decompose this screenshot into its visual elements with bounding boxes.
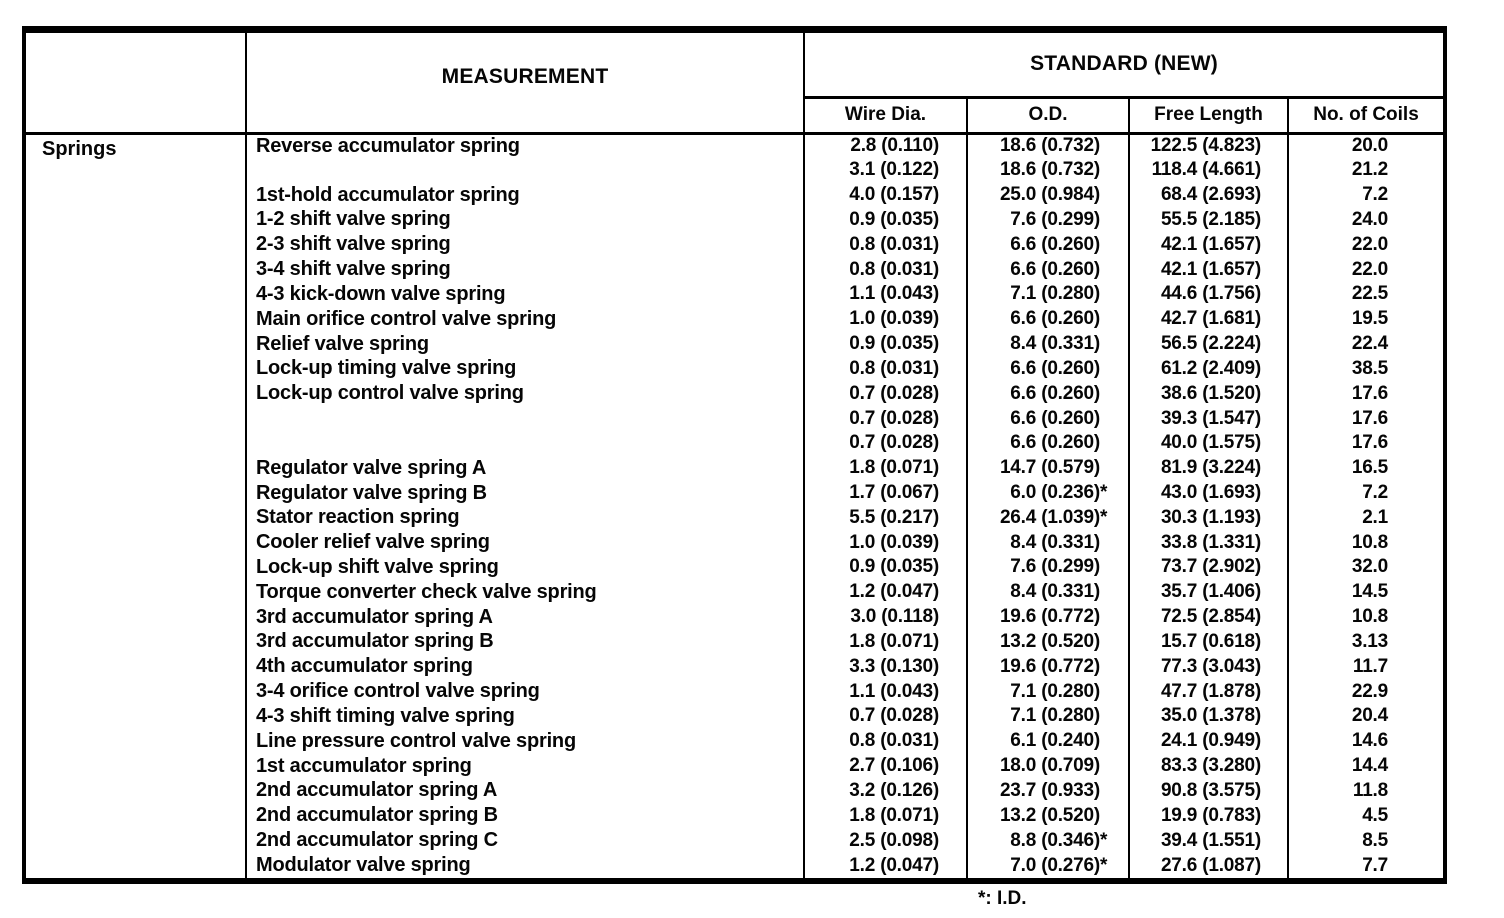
od-cell [967,232,1129,257]
wire-dia-cell: 0.9 (0.035) [804,332,967,357]
od-value: 8.4 (0.331) [1010,531,1100,553]
od-value: 13.2 (0.520) [999,804,1100,826]
free-length-cell: 39.3 (1.547) [1129,406,1288,431]
footnote-id-note: *: I.D. [978,888,1027,909]
free-length-cell: 30.3 (1.193) [1129,505,1288,530]
wire-dia-cell: 0.8 (0.031) [804,257,967,282]
no-of-coils-cell: 11.7 [1288,654,1443,679]
od-value: 19.6 (0.772) [999,606,1100,628]
wire-dia-cell: 1.8 (0.071) [804,803,967,828]
column-header-free-length: Free Length [1129,97,1288,133]
od-value: 18.6 (0.732) [999,135,1100,157]
od-value: 8.4 (0.331) [1010,333,1100,355]
no-of-coils-cell: 21.2 [1288,158,1443,183]
measurement-name-cell: Lock-up timing valve spring [246,356,804,381]
no-of-coils-cell: 32.0 [1288,555,1443,580]
free-length-cell: 122.5 (4.823) [1129,133,1288,158]
spring-spec-table [22,26,1447,884]
wire-dia-cell: 2.7 (0.106) [804,754,967,779]
no-of-coils-cell: 2.1 [1288,505,1443,530]
measurement-name-cell [246,158,804,183]
measurement-header: MEASUREMENT [246,33,804,133]
table-row [26,133,1443,158]
od-cell [967,704,1129,729]
free-length-cell: 42.7 (1.681) [1129,307,1288,332]
free-length-cell: 77.3 (3.043) [1129,654,1288,679]
id-asterisk-mark: * [1100,829,1108,851]
free-length-cell: 55.5 (2.185) [1129,207,1288,232]
od-cell [967,133,1129,158]
free-length-cell: 90.8 (3.575) [1129,779,1288,804]
free-length-cell: 35.0 (1.378) [1129,704,1288,729]
measurement-name-cell [246,431,804,456]
no-of-coils-cell: 17.6 [1288,431,1443,456]
free-length-cell: 68.4 (2.693) [1129,183,1288,208]
free-length-cell: 118.4 (4.661) [1129,158,1288,183]
wire-dia-cell: 1.1 (0.043) [804,282,967,307]
measurement-name-cell: 3rd accumulator spring A [246,605,804,630]
free-length-cell: 19.9 (0.783) [1129,803,1288,828]
od-cell [967,406,1129,431]
free-length-cell: 38.6 (1.520) [1129,381,1288,406]
free-length-cell: 35.7 (1.406) [1129,580,1288,605]
measurement-name-cell: Cooler relief valve spring [246,530,804,555]
od-value: 19.6 (0.772) [999,655,1100,677]
wire-dia-cell: 1.2 (0.047) [804,853,967,878]
od-cell [967,183,1129,208]
od-value: 7.6 (0.299) [1010,556,1100,578]
free-length-cell: 47.7 (1.878) [1129,679,1288,704]
no-of-coils-cell: 22.0 [1288,232,1443,257]
free-length-cell: 27.6 (1.087) [1129,853,1288,878]
od-value: 7.1 (0.280) [1010,283,1100,305]
id-asterisk-mark: * [1100,506,1108,528]
od-cell [967,158,1129,183]
no-of-coils-cell: 22.0 [1288,257,1443,282]
od-cell [967,332,1129,357]
od-value: 6.6 (0.260) [1010,258,1100,280]
measurement-name-cell: 2-3 shift valve spring [246,232,804,257]
measurement-name-cell: 1-2 shift valve spring [246,207,804,232]
wire-dia-cell: 3.0 (0.118) [804,605,967,630]
free-length-cell: 42.1 (1.657) [1129,257,1288,282]
od-value: 18.6 (0.732) [999,159,1100,181]
no-of-coils-cell: 17.6 [1288,381,1443,406]
od-cell [967,605,1129,630]
wire-dia-cell: 0.7 (0.028) [804,406,967,431]
wire-dia-cell: 0.8 (0.031) [804,729,967,754]
no-of-coils-cell: 7.2 [1288,481,1443,506]
no-of-coils-cell: 3.13 [1288,630,1443,655]
measurement-name-cell: Main orifice control valve spring [246,307,804,332]
od-cell [967,356,1129,381]
free-length-cell: 44.6 (1.756) [1129,282,1288,307]
od-cell [967,307,1129,332]
wire-dia-cell: 0.7 (0.028) [804,704,967,729]
header-row-top [26,33,1443,97]
standard-new-header: STANDARD (NEW) [804,33,1443,97]
measurement-name-cell: 2nd accumulator spring B [246,803,804,828]
no-of-coils-cell: 14.6 [1288,729,1443,754]
no-of-coils-cell: 38.5 [1288,356,1443,381]
od-cell [967,257,1129,282]
od-cell [967,505,1129,530]
measurement-name-cell: Stator reaction spring [246,505,804,530]
no-of-coils-cell: 14.4 [1288,754,1443,779]
no-of-coils-cell: 22.9 [1288,679,1443,704]
column-header-no-of-coils: No. of Coils [1288,97,1443,133]
od-value: 7.1 (0.280) [1010,680,1100,702]
wire-dia-cell: 1.8 (0.071) [804,630,967,655]
wire-dia-cell: 0.9 (0.035) [804,207,967,232]
od-cell [967,282,1129,307]
od-value: 18.0 (0.709) [999,755,1100,777]
wire-dia-cell: 1.1 (0.043) [804,679,967,704]
no-of-coils-cell: 20.0 [1288,133,1443,158]
no-of-coils-cell: 19.5 [1288,307,1443,332]
wire-dia-cell: 4.0 (0.157) [804,183,967,208]
wire-dia-cell: 0.8 (0.031) [804,232,967,257]
no-of-coils-cell: 8.5 [1288,828,1443,853]
od-value: 6.0 (0.236) [1010,482,1100,503]
od-value: 6.6 (0.260) [1010,357,1100,379]
measurement-name-cell: 1st-hold accumulator spring [246,183,804,208]
wire-dia-cell: 2.5 (0.098) [804,828,967,853]
column-header-od: O.D. [967,97,1129,133]
no-of-coils-cell: 17.6 [1288,406,1443,431]
free-length-cell: 56.5 (2.224) [1129,332,1288,357]
od-cell [967,828,1129,853]
measurement-name-cell: 3-4 shift valve spring [246,257,804,282]
wire-dia-cell: 3.3 (0.130) [804,654,967,679]
measurement-name-cell: 4-3 shift timing valve spring [246,704,804,729]
measurement-name-cell: Regulator valve spring B [246,481,804,506]
free-length-cell: 33.8 (1.331) [1129,530,1288,555]
od-value: 14.7 (0.579) [999,457,1100,479]
od-value: 26.4 (1.039) [999,506,1100,528]
no-of-coils-cell: 22.5 [1288,282,1443,307]
od-value: 7.0 (0.276) [1010,854,1100,876]
wire-dia-cell: 1.7 (0.067) [804,481,967,506]
measurement-name-cell: Torque converter check valve spring [246,580,804,605]
free-length-cell: 43.0 (1.693) [1129,481,1288,506]
od-value: 7.6 (0.299) [1010,208,1100,230]
no-of-coils-cell: 16.5 [1288,456,1443,481]
free-length-cell: 39.4 (1.551) [1129,828,1288,853]
measurement-name-cell: 3rd accumulator spring B [246,630,804,655]
no-of-coils-cell: 7.7 [1288,853,1443,878]
free-length-cell: 40.0 (1.575) [1129,431,1288,456]
od-value: 25.0 (0.984) [999,184,1100,206]
id-asterisk-mark: * [1100,854,1108,876]
od-cell [967,431,1129,456]
wire-dia-cell: 0.9 (0.035) [804,555,967,580]
no-of-coils-cell: 4.5 [1288,803,1443,828]
measurement-name-cell: 1st accumulator spring [246,754,804,779]
wire-dia-cell: 3.1 (0.122) [804,158,967,183]
measurement-name-cell: Line pressure control valve spring [246,729,804,754]
wire-dia-cell: 1.2 (0.047) [804,580,967,605]
od-value: 6.1 (0.240) [1010,730,1100,752]
measurement-name-cell: Reverse accumulator spring [246,133,804,158]
wire-dia-cell: 0.7 (0.028) [804,381,967,406]
measurement-name-cell: Lock-up shift valve spring [246,555,804,580]
wire-dia-cell: 0.8 (0.031) [804,356,967,381]
row-group-label: Springs [42,137,117,160]
measurement-name-cell: 2nd accumulator spring C [246,828,804,853]
free-length-cell: 83.3 (3.280) [1129,754,1288,779]
springs-table [26,33,1443,878]
od-value: 6.6 (0.260) [1010,233,1100,255]
no-of-coils-cell: 10.8 [1288,605,1443,630]
free-length-cell: 72.5 (2.854) [1129,605,1288,630]
no-of-coils-cell: 7.2 [1288,183,1443,208]
od-cell [967,853,1129,878]
measurement-name-cell: Modulator valve spring [246,853,804,878]
od-cell [967,530,1129,555]
row-group-header-blank [26,33,246,133]
wire-dia-cell: 1.0 (0.039) [804,307,967,332]
measurement-name-cell: Regulator valve spring A [246,456,804,481]
free-length-cell: 73.7 (2.902) [1129,555,1288,580]
wire-dia-cell: 1.8 (0.071) [804,456,967,481]
od-cell [967,754,1129,779]
od-cell [967,803,1129,828]
free-length-cell: 24.1 (0.949) [1129,729,1288,754]
column-header-wire-dia: Wire Dia. [804,97,967,133]
no-of-coils-cell: 11.8 [1288,779,1443,804]
no-of-coils-cell: 10.8 [1288,530,1443,555]
no-of-coils-cell: 14.5 [1288,580,1443,605]
wire-dia-cell: 2.8 (0.110) [804,133,967,158]
measurement-name-cell: 3-4 orifice control valve spring [246,679,804,704]
od-cell [967,207,1129,232]
no-of-coils-cell: 24.0 [1288,207,1443,232]
od-cell [967,729,1129,754]
od-value: 23.7 (0.933) [999,779,1100,801]
free-length-cell: 81.9 (3.224) [1129,456,1288,481]
od-value: 6.6 (0.260) [1010,308,1100,330]
od-value: 6.6 (0.260) [1010,382,1100,404]
measurement-name-cell: Lock-up control valve spring [246,381,804,406]
od-cell [967,654,1129,679]
wire-dia-cell: 0.7 (0.028) [804,431,967,456]
measurement-name-cell: 4-3 kick-down valve spring [246,282,804,307]
od-value: 6.6 (0.260) [1010,432,1100,454]
measurement-name-cell: Relief valve spring [246,332,804,357]
od-value: 6.6 (0.260) [1010,407,1100,429]
wire-dia-cell: 3.2 (0.126) [804,779,967,804]
measurement-name-cell: 2nd accumulator spring A [246,779,804,804]
free-length-cell: 61.2 (2.409) [1129,356,1288,381]
no-of-coils-cell: 20.4 [1288,704,1443,729]
measurement-name-cell [246,406,804,431]
od-cell [967,555,1129,580]
wire-dia-cell: 1.0 (0.039) [804,530,967,555]
od-cell [967,779,1129,804]
od-cell [967,580,1129,605]
free-length-cell: 15.7 (0.618) [1129,630,1288,655]
od-value: 8.4 (0.331) [1010,581,1100,603]
od-value: 7.1 (0.280) [1010,705,1100,727]
no-of-coils-cell: 22.4 [1288,332,1443,357]
od-value: 8.8 (0.346) [1010,829,1100,851]
free-length-cell: 42.1 (1.657) [1129,232,1288,257]
od-cell [967,630,1129,655]
wire-dia-cell: 5.5 (0.217) [804,505,967,530]
od-cell [967,381,1129,406]
od-cell [967,481,1129,506]
od-value: 13.2 (0.520) [999,630,1100,652]
od-cell [967,679,1129,704]
od-cell [967,456,1129,481]
id-asterisk-mark: * [1100,482,1108,503]
measurement-name-cell: 4th accumulator spring [246,654,804,679]
